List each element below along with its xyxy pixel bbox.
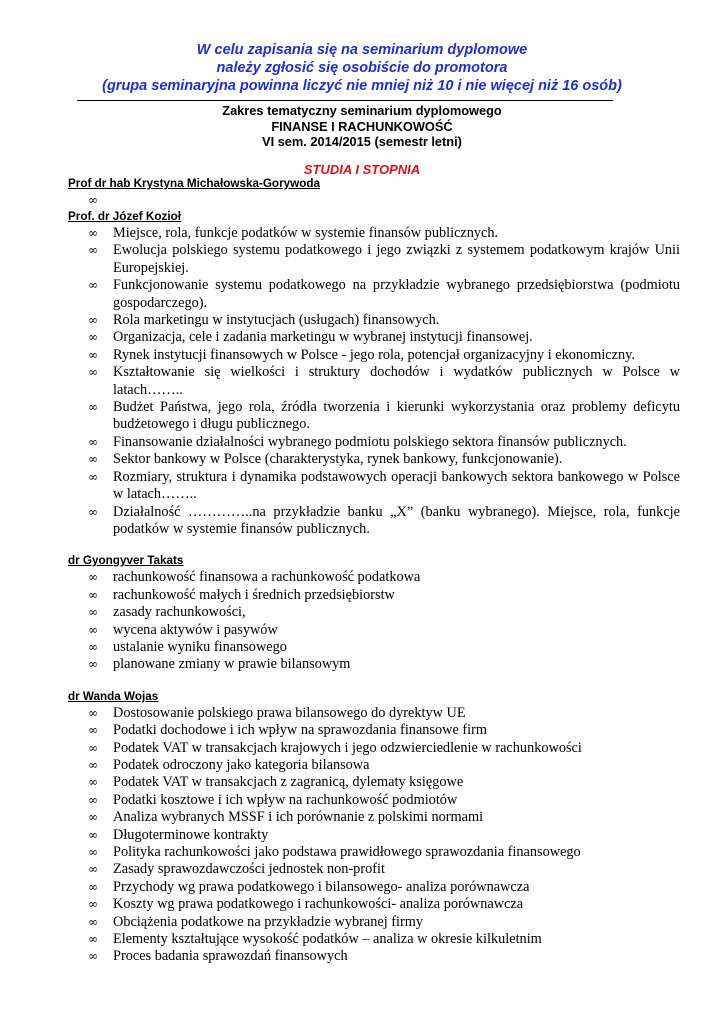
topic-text: rachunkowość małych i średnich przedsiębiorstw xyxy=(113,586,395,603)
topic-text: Dostosowanie polskiego prawa bilansowego do dyrektyw UE xyxy=(113,704,466,721)
topic-item xyxy=(68,364,680,399)
topic-item xyxy=(68,639,680,656)
infinity-bullet-icon: ∞ xyxy=(88,757,98,772)
topic-text: Podatek VAT w transakcjach z zagranicą, dylematy księgowe xyxy=(113,774,464,791)
infinity-bullet-icon: ∞ xyxy=(88,452,98,467)
topic-list xyxy=(68,192,680,209)
topic-item xyxy=(68,931,680,948)
topic-text: wycena aktywów i pasywów xyxy=(113,621,278,638)
topic-item xyxy=(68,225,680,242)
infinity-bullet-icon: ∞ xyxy=(88,313,98,328)
topic-text: Rola marketingu w instytucjach (usługach) finansowych. xyxy=(113,312,440,329)
infinity-bullet-icon: ∞ xyxy=(88,226,98,240)
topic-text: Polityka rachunkowości jako podstawa prawidłowego sprawozdania finansowego xyxy=(113,844,581,860)
topic-item xyxy=(68,622,680,639)
topic-item xyxy=(68,587,680,604)
supervisor-name: Prof dr hab Krystyna Michałowska-Gorywoda xyxy=(68,177,320,190)
infinity-bullet-icon: ∞ xyxy=(88,914,98,929)
topic-text: rachunkowość finansowa a rachunkowość podatkowa xyxy=(113,569,421,586)
infinity-bullet-icon: ∞ xyxy=(88,792,98,807)
topic-text: Elementy kształtujące wysokość podatków – analiza w okresie kilkuletnim xyxy=(113,931,542,948)
infinity-bullet-icon: ∞ xyxy=(88,434,98,449)
topic-item xyxy=(68,312,680,329)
topic-item xyxy=(68,914,680,931)
topic-text: Budżet Państwa, jego rola, źródła tworzenia i kierunki wykorzystania oraz problemy deficytu budżetowego i długu publicznego. xyxy=(113,399,680,433)
infinity-bullet-icon: ∞ xyxy=(88,827,98,842)
supervisor-section xyxy=(68,176,680,209)
infinity-bullet-icon: ∞ xyxy=(88,932,98,947)
infinity-bullet-icon: ∞ xyxy=(88,400,98,415)
supervisors-list xyxy=(68,176,680,966)
heading-line-2: FINANSE I RACHUNKOWOŚĆ xyxy=(271,118,453,134)
topic-item xyxy=(68,861,680,878)
supervisor-section xyxy=(68,553,680,688)
notice-line-3: (grupa seminaryjna powinna liczyć nie mniej niż 10 i nie więcej niż 16 osób) xyxy=(102,78,622,94)
topic-item xyxy=(68,896,680,913)
heading-line-3: VI sem. 2014/2015 (semestr letni) xyxy=(262,134,462,149)
topic-item xyxy=(68,722,680,739)
topic-list xyxy=(68,569,680,673)
supervisor-name: dr Wanda Wojas xyxy=(68,689,159,703)
topic-item xyxy=(68,827,680,844)
topic-item xyxy=(68,757,680,774)
topic-text: Podatki dochodowe i ich wpływ na sprawozdania finansowe firm xyxy=(113,722,488,739)
topic-item xyxy=(68,192,680,209)
topic-text: ustalanie wyniku finansowego xyxy=(113,638,287,655)
topic-item xyxy=(68,774,680,791)
supervisor-section xyxy=(68,689,680,966)
topic-item xyxy=(68,504,680,539)
study-level-title: STUDIA I STOPNIA xyxy=(303,162,421,177)
infinity-bullet-icon: ∞ xyxy=(88,723,98,738)
topic-text: Podatki kosztowe i ich wpływ na rachunkowość podmiotów xyxy=(113,791,458,808)
infinity-bullet-icon: ∞ xyxy=(88,897,98,912)
topic-item xyxy=(68,948,680,965)
infinity-bullet-icon: ∞ xyxy=(88,740,98,755)
heading-line-1: Zakres tematyczny seminarium dyplomowego xyxy=(222,103,502,118)
topic-text: Przychody wg prawa podatkowego i bilansowego- analiza porównawcza xyxy=(113,878,530,895)
infinity-bullet-icon: ∞ xyxy=(88,365,98,380)
topic-item xyxy=(68,434,680,451)
infinity-bullet-icon: ∞ xyxy=(88,639,98,654)
infinity-bullet-icon: ∞ xyxy=(88,330,98,345)
topic-item xyxy=(68,242,680,277)
topic-list xyxy=(68,225,680,538)
infinity-bullet-icon: ∞ xyxy=(88,949,98,964)
infinity-bullet-icon: ∞ xyxy=(88,810,98,825)
supervisor-name: dr Gyongyver Takats xyxy=(68,554,184,568)
enrollment-notice xyxy=(0,41,724,95)
section-gap xyxy=(68,538,680,553)
topic-text: Podatek VAT w transakcjach krajowych i jego odzwierciedlenie w rachunkowości xyxy=(113,739,582,756)
topic-text: Obciążenia podatkowe na przykładzie wybranej firmy xyxy=(113,913,424,930)
infinity-bullet-icon: ∞ xyxy=(88,705,98,720)
infinity-bullet-icon: ∞ xyxy=(88,570,98,585)
topic-item xyxy=(68,740,680,757)
infinity-bullet-icon: ∞ xyxy=(88,879,98,894)
topic-item xyxy=(68,792,680,809)
topic-text: Analiza wybranych MSSF i ich porównanie z polskimi normami xyxy=(113,809,484,826)
topic-text: zasady rachunkowości, xyxy=(113,604,246,621)
topic-item xyxy=(68,656,680,673)
topic-text: Rozmiary, struktura i dynamika podstawowych operacji bankowych sektora bankowego w Polsce w latach…….. xyxy=(113,468,680,503)
topic-item xyxy=(68,844,680,861)
topic-text: planowane zmiany w prawie bilansowym xyxy=(113,656,351,673)
infinity-bullet-icon: ∞ xyxy=(88,862,98,877)
supervisor-name: Prof. dr Józef Kozioł xyxy=(68,210,181,223)
document-heading xyxy=(0,103,724,150)
infinity-bullet-icon: ∞ xyxy=(88,278,98,293)
topic-text: Funkcjonowanie systemu podatkowego na przykładzie wybranego przedsiębiorstwa (podmiotu gospodarczego). xyxy=(113,277,680,311)
topic-text: Działalność …………..na przykładzie banku „X” (banku wybranego). Miejsce, rola, funkcje podatków w systemie finansów publicznych. xyxy=(113,503,680,537)
infinity-bullet-icon: ∞ xyxy=(88,657,98,672)
topic-text: Podatek odroczony jako kategoria bilansowa xyxy=(113,756,370,773)
topic-item xyxy=(68,329,680,346)
topic-item xyxy=(68,879,680,896)
topic-text: Zasady sprawozdawczości jednostek non-profit xyxy=(113,861,385,878)
topic-text: Rynek instytucji finansowych w Polsce - jego rola, potencjał organizacyjny i ekonomiczny. xyxy=(113,346,635,363)
topic-list xyxy=(68,705,680,966)
infinity-bullet-icon: ∞ xyxy=(88,504,98,519)
topic-text: Organizacja, cele i zadania marketingu w wybranej instytucji finansowej. xyxy=(113,329,533,346)
horizontal-divider xyxy=(77,100,613,101)
section-gap xyxy=(68,674,680,689)
infinity-bullet-icon: ∞ xyxy=(88,775,98,790)
topic-text: Miejsce, rola, funkcje podatków w systemie finansów publicznych. xyxy=(113,225,499,241)
topic-text: Kształtowanie się wielkości i struktury dochodów i wydatków publicznych w Polsce w latach…….. xyxy=(113,364,680,398)
topic-item xyxy=(68,809,680,826)
topic-item xyxy=(68,277,680,312)
topic-item xyxy=(68,604,680,621)
infinity-bullet-icon: ∞ xyxy=(88,469,98,484)
infinity-bullet-icon: ∞ xyxy=(88,193,98,207)
topic-item xyxy=(68,451,680,468)
infinity-bullet-icon: ∞ xyxy=(88,622,98,637)
infinity-bullet-icon: ∞ xyxy=(88,587,98,602)
infinity-bullet-icon: ∞ xyxy=(88,347,98,362)
notice-line-2: należy zgłosić się osobiście do promotora xyxy=(216,60,508,76)
topic-text: Koszty wg prawa podatkowego i rachunkowości- analiza porównawcza xyxy=(113,896,524,913)
infinity-bullet-icon: ∞ xyxy=(88,845,98,859)
topic-text: Ewolucja polskiego systemu podatkowego i jego związki z systemem podatkowym krajów Unii Europejskiej. xyxy=(113,242,680,276)
infinity-bullet-icon: ∞ xyxy=(88,605,98,620)
topic-item xyxy=(68,399,680,434)
topic-item xyxy=(68,469,680,504)
topic-text: Finansowanie działalności wybranego podmiotu polskiego sektora finansów publicznych. xyxy=(113,433,627,450)
notice-line-1: W celu zapisania się na seminarium dyplomowe xyxy=(196,42,528,58)
topic-text: Długoterminowe kontrakty xyxy=(113,826,269,843)
supervisor-section xyxy=(68,209,680,553)
topic-item xyxy=(68,705,680,722)
infinity-bullet-icon: ∞ xyxy=(88,243,98,258)
topic-text: Sektor bankowy w Polsce (charakterystyka, rynek bankowy, funkcjonowanie). xyxy=(113,451,563,468)
topic-item xyxy=(68,347,680,364)
topic-text: Proces badania sprawozdań finansowych xyxy=(113,948,348,965)
topic-item xyxy=(68,569,680,586)
